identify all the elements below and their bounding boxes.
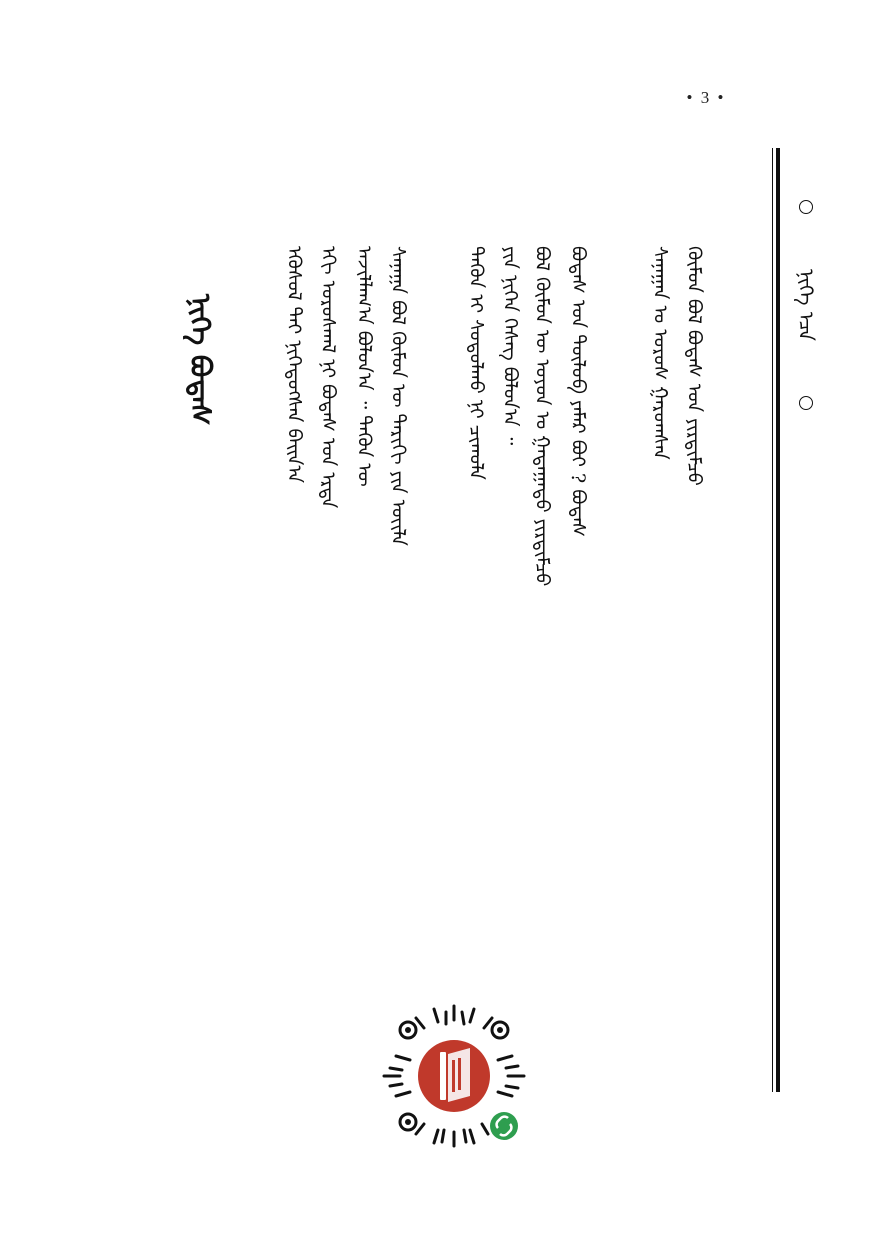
running-header-text: ᠨᠢᠭᠡ ᠡᠴᠡ — [794, 269, 818, 341]
text-column: ᠬᠦᠮᠦᠨ ᠪᠣᠯ ᠪᠣᠳᠠᠰ ᠤᠨ ᠶᠢᠷᠲᠢᠮᠴᠦ — [683, 246, 705, 486]
text-column: ᠡᠬᠢ ᠤᠷᠤᠰᠬᠠᠯ ᠨᠢ ᠪᠣᠳᠠᠰ ᠤᠨ ᠡᠷᠲᠡ — [317, 246, 339, 509]
section-title: ᠨᠢᠭᠡ ᠪᠣᠳᠠᠰ — [184, 294, 217, 426]
text-column: ᠰᠠᠨᠠᠭᠠᠨ ᠤ ᠤᠷᠤᠰ ᠭᠠᠷᠤᠭᠰᠠᠨ — [649, 246, 671, 460]
qr-code — [378, 1000, 530, 1152]
text-column: ᠰᠠᠨᠠᠭᠠ ᠪᠣᠯ ᠬᠦᠮᠦᠨ ᠦ ᠲᠠᠷᠢᠬᠢ ᠶᠢᠨ ᠦᠢᠯᠡ — [387, 246, 409, 546]
text-column: ᠡᠭᠦᠰᠦᠯ ᠲᠡᠢ ᠨᠢᠭᠡᠳᠦᠭᠰᠡᠨ ᠪᠠᠢᠨ᠎ᠠ — [283, 246, 305, 484]
text-column: ᠠᠵᠢᠯᠯᠠᠭ᠎ᠠ ᠪᠣᠯᠤᠨ᠎ᠠ ᠃ ᠲᠡᠭᠦᠨ ᠦ — [353, 246, 375, 487]
circle-icon — [799, 200, 813, 214]
book-icon — [440, 1048, 470, 1102]
text-column: ᠲᠡᠭᠦᠨ ᠢ ᠰᠤᠳᠤᠯᠬᠤ ᠨᠢ ᠴᠢᠬᠤᠯᠠ — [465, 246, 487, 480]
header-rule-thick — [776, 148, 780, 1092]
text-column: ᠪᠣᠳᠠᠰ ᠤᠨ ᠲᠥᠯᠥᠪ ᠶᠠᠮᠠᠷ ᠪᠤᠢ ? ᠪᠣᠳᠠᠰ — [567, 246, 589, 537]
running-header — [796, 200, 816, 410]
text-column: ᠶᠢᠨ ᠨᠢᠭᠡᠨ ᠬᠡᠰᠡᠭ ᠪᠣᠯᠤᠨ᠎ᠠ ᠃ — [499, 246, 521, 446]
circle-icon — [799, 396, 813, 410]
header-rule-thin — [772, 148, 773, 1092]
text-column: ᠪᠣᠯ ᠬᠦᠮᠦᠨ ᠦ ᠣᠶᠤᠨ ᠤ ᠭᠠᠳᠠᠭᠠᠳᠤ ᠶᠢᠷᠲᠢᠮᠴᠦ — [531, 246, 553, 587]
page-number: • 3 • — [686, 88, 726, 107]
